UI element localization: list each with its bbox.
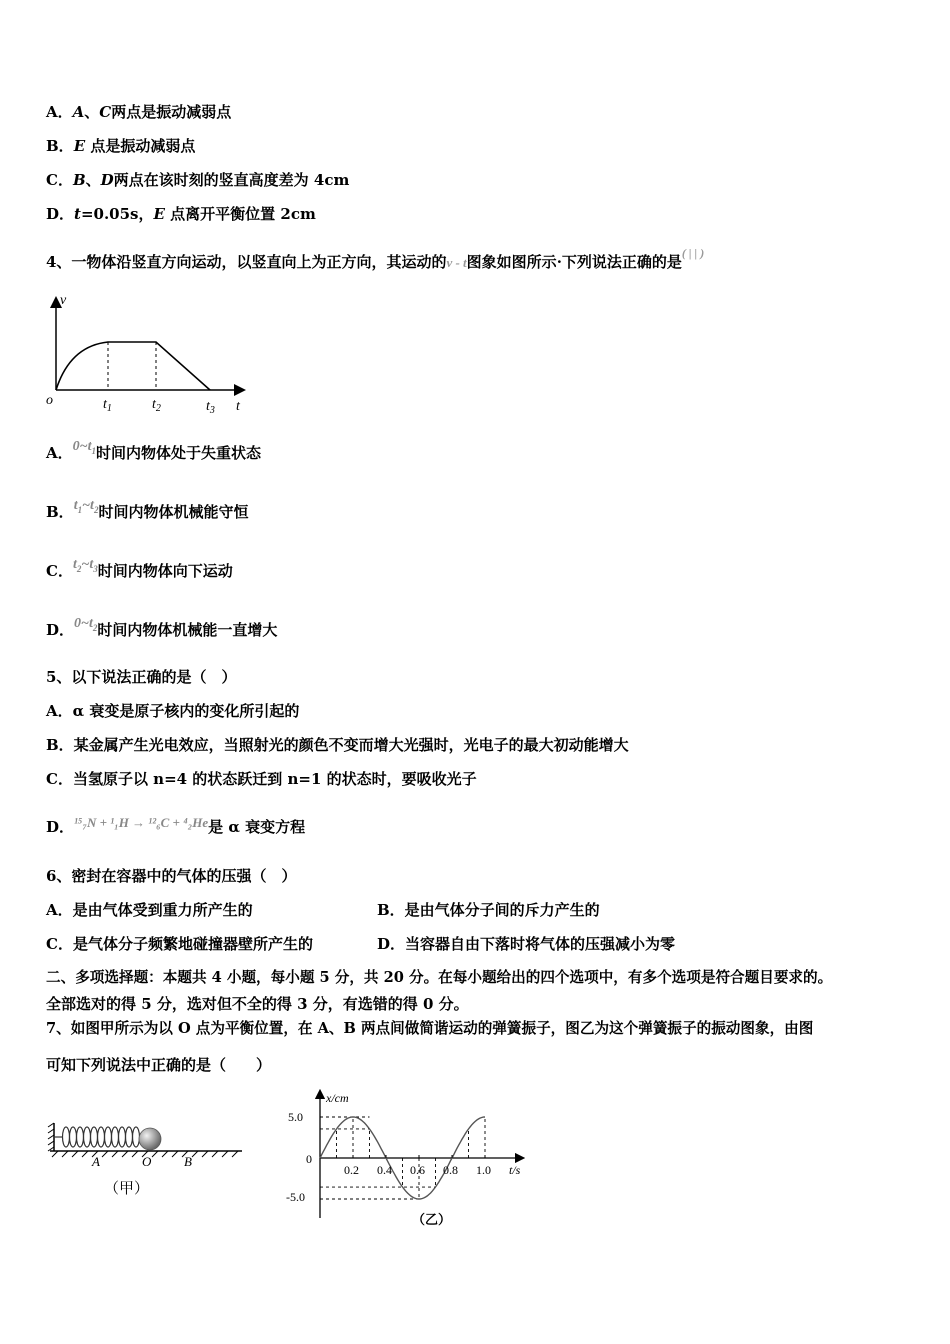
q4-stem: 4、一物体沿竖直方向运动，以竖直向上为正方向，其运动的v - t图象如图所示·下列说法正确的是( | | ) — [46, 246, 705, 271]
q6-option-b: B．是由气体分子间的斥力产生的 — [377, 901, 600, 919]
q6-option-c: C．是气体分子频繁地碰撞器壁所产生的 — [46, 935, 313, 953]
q5-option-d: D．¹⁵₇N + ¹₁H → ¹²₆C + ⁴₂He是 α 衰变方程 — [46, 815, 306, 836]
label-b: B — [184, 1154, 192, 1169]
vt-o-label: o — [46, 393, 53, 408]
section2-heading: 二、多项选择题：本题共 4 小题，每小题 5 分，共 20 分。在每小题给出的四个选项中，有多个选项是符合题目要求的。 — [46, 969, 833, 986]
xt-ylabel: x/cm — [326, 1091, 349, 1105]
spring-oscillator-figure — [46, 1115, 256, 1205]
vt-t-label: t — [236, 399, 240, 414]
q7-stem-line1: 7、如图甲所示为以 O 点为平衡位置，在 A、B 两点间做简谐运动的弹簧振子，图乙为这个弹簧振子的振动图象，由图 — [46, 1020, 814, 1037]
q3-option-c: C．B、D两点在该时刻的竖直高度差为 4cm — [46, 171, 350, 189]
label-o: O — [142, 1154, 152, 1169]
xt-zero: 0 — [306, 1152, 312, 1166]
vt-t1-label: $t_1$ — [103, 397, 112, 414]
vt-graph — [40, 288, 260, 418]
q6-stem: 6、密封在容器中的气体的压强（ ） — [46, 867, 297, 885]
q4-option-c: C．$t_2\sim t_3$时间内物体向下运动 — [46, 557, 233, 580]
xt-tick-label: 1.0 — [476, 1163, 491, 1177]
vt-v-label: v — [60, 293, 67, 308]
section2-scoring: 全部选对的得 5 分，选对但不全的得 3 分，有选错的得 0 分。 — [46, 995, 469, 1013]
q3-option-a: A．A、C两点是振动减弱点 — [46, 103, 232, 121]
q5-option-c: C．当氢原子以 n=4 的状态跃迁到 n=1 的状态时，要吸收光子 — [46, 770, 477, 788]
q7-stem-line2: 可知下列说法中正确的是（ ） — [46, 1056, 272, 1074]
xt-y-top: 5.0 — [288, 1110, 303, 1124]
label-a: A — [92, 1154, 100, 1169]
caption-yi: （乙） — [412, 1212, 452, 1227]
xt-tick-label: 0.8 — [443, 1163, 458, 1177]
q6-option-a: A．是由气体受到重力所产生的 — [46, 901, 253, 919]
q5-option-a: A．α 衰变是原子核内的变化所引起的 — [46, 702, 300, 720]
q4-option-b: B．$t_1\sim t_2$时间内物体机械能守恒 — [46, 498, 249, 521]
q4-option-a: A．$0\sim t_1$时间内物体处于失重状态 — [46, 439, 262, 462]
xt-tick-label: 0.6 — [410, 1163, 425, 1177]
xt-tick-label: 0.4 — [377, 1163, 392, 1177]
q4-option-d: D．$0\sim t_2$时间内物体机械能一直增大 — [46, 616, 278, 639]
vibration-chart — [282, 1088, 532, 1236]
wall-hatch — [48, 1123, 54, 1151]
spring-coil — [63, 1127, 140, 1147]
q3-option-d: D．t=0.05s，E 点离开平衡位置 2cm — [46, 205, 316, 223]
vt-curve — [56, 342, 210, 390]
ball — [139, 1128, 161, 1150]
q3-option-b: B．E 点是振动减弱点 — [46, 137, 196, 155]
vt-t2-label: $t_2$ — [152, 397, 161, 414]
q5-option-b: B．某金属产生光电效应，当照射光的颜色不变而增大光强时，光电子的最大初动能增大 — [46, 736, 629, 754]
xt-tick-label: 0.2 — [344, 1163, 359, 1177]
caption-jia: （甲） — [104, 1181, 150, 1197]
q5-stem: 5、以下说法正确的是（ ） — [46, 668, 237, 686]
xt-y-bot: -5.0 — [286, 1190, 305, 1204]
q6-option-d: D．当容器自由下落时将气体的压强减小为零 — [377, 935, 676, 953]
vt-t3-label: $t_3$ — [206, 399, 215, 416]
xt-xlabel: t/s — [509, 1163, 521, 1177]
